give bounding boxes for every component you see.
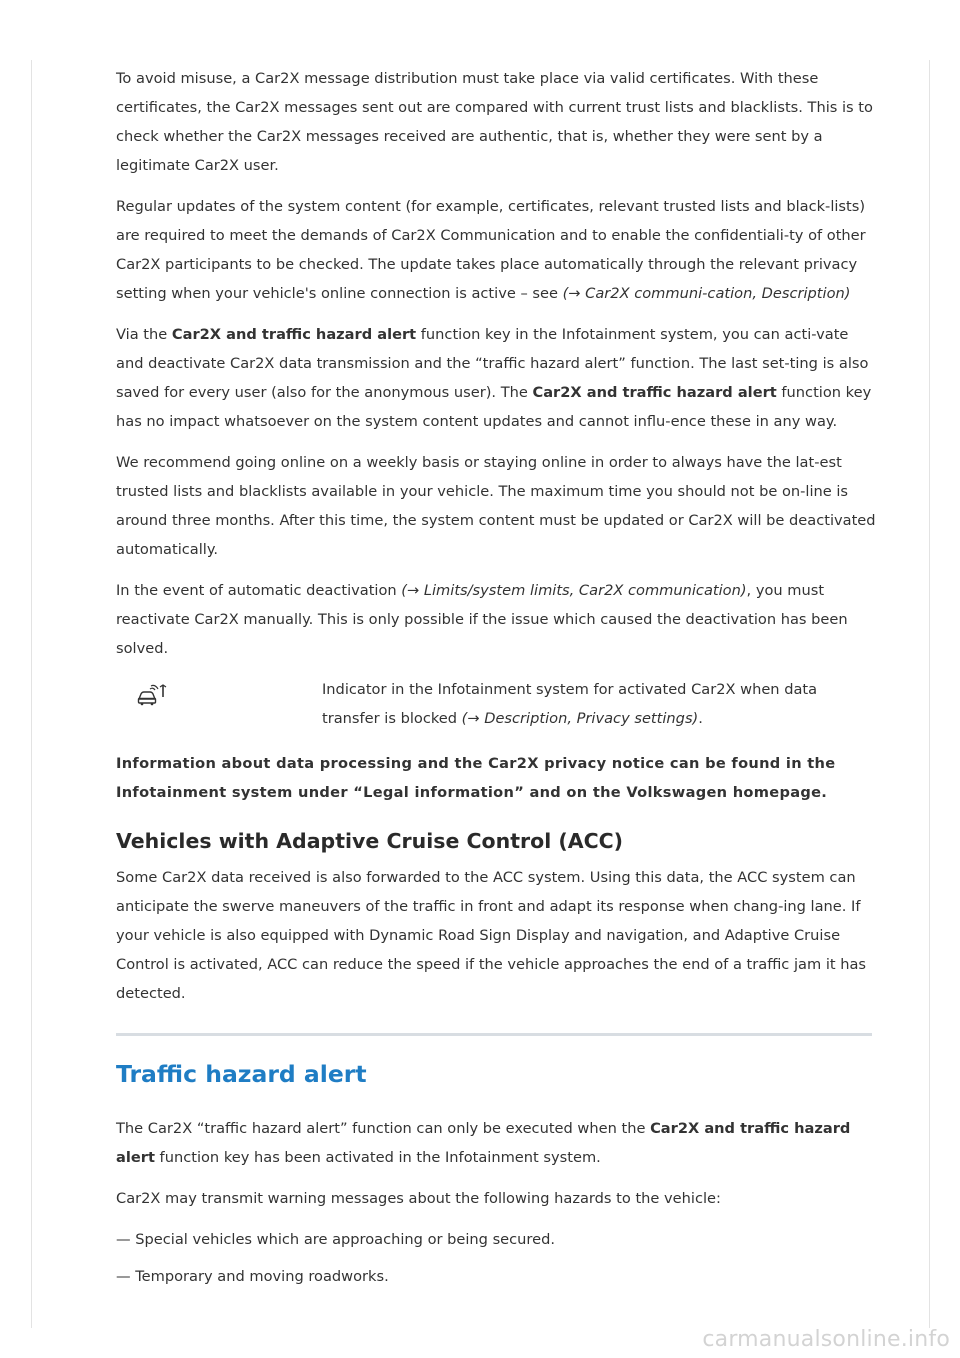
link-limits[interactable]: (→ Limits/system limits, Car2X communication): [401, 582, 747, 599]
link-privacy-settings[interactable]: (→ Description, Privacy settings): [461, 710, 699, 727]
list-item: — Special vehicles which are approaching or being secured.: [116, 1231, 555, 1248]
manual-page-content: [116, 64, 876, 1299]
paragraph-function-key: [116, 320, 876, 436]
car2x-blocked-icon: [136, 683, 176, 707]
hazard-intro-b: function key has been activated in the Infotainment system.: [154, 1149, 601, 1166]
page-border-right: [929, 60, 930, 1328]
updates-text: Regular updates of the system content (for example, certificates, relevant trusted lists and black-lists) are required to meet the demands of Car2X Communication and to enable the confidentiali-ty of other Car2X participants to be checked. The update takes place automatically through the relevant privacy setting when your vehicle's online connection is active – see: [116, 198, 866, 302]
function-key-name-2: Car2X and traffic hazard alert: [532, 384, 777, 401]
hazard-intro-a: The Car2X “traffic hazard alert” function can only be executed when the: [116, 1120, 651, 1137]
function-key-text-b: function key in the Infotainment system, you can acti-vate and deactivate Car2X data transmission and the “traffic hazard alert” function. The last set-ting is also saved for every user (also for the anonymous user). The: [116, 326, 869, 401]
indicator-description: [322, 675, 872, 733]
hazard-lead: Car2X may transmit warning messages about the following hazards to the vehicle:: [116, 1190, 721, 1207]
paragraph-deactivation: [116, 576, 876, 663]
link-car2x-description[interactable]: (→ Car2X communi-cation, Description): [562, 285, 851, 302]
hazard-function-key: Car2X and traffic hazard alert: [116, 1120, 851, 1166]
deactivation-text-a: In the event of automatic deactivation: [116, 582, 402, 599]
acc-paragraph: Some Car2X data received is also forwarded to the ACC system. Using this data, the ACC system can anticipate the swerve maneuvers of the traffic in front and adapt its response when chang-ing lane. If your vehicle is also equipped with Dynamic Road Sign Display and navigation, and Adaptive Cruise Control is activated, ACC can reduce the speed if the vehicle approaches the end of a traffic jam it has detected.: [116, 869, 867, 1002]
hazard-intro: [116, 1114, 876, 1172]
watermark: carmanualsonline.info: [702, 1327, 950, 1352]
paragraph-certificates: To avoid misuse, a Car2X message distribution must take place via valid certificates. With these certificates, the Car2X messages sent out are compared with current trust lists and blacklists. This is to check whether the Car2X messages received are authentic, that is, whether they were sent by a legitimate Car2X user.: [116, 70, 873, 174]
section-divider: [116, 1033, 872, 1036]
paragraph-recommendation: We recommend going online on a weekly basis or staying online in order to always have the lat-est trusted lists and blacklists available in your vehicle. The maximum time you should not be on-line is around three months. After this time, the system content must be updated or Car2X will be deactivated automatically.: [116, 454, 876, 558]
privacy-notice: Information about data processing and the Car2X privacy notice can be found in the Infotainment system under “Legal information” and on the Volkswagen homepage.: [116, 755, 836, 801]
function-key-name: Car2X and traffic hazard alert: [171, 326, 417, 343]
acc-heading: Vehicles with Adaptive Cruise Control (ACC): [116, 829, 624, 853]
indicator-row: [116, 675, 876, 739]
paragraph-updates: [116, 192, 876, 308]
indicator-text-b: .: [698, 710, 703, 727]
deactivation-text-b: , you must reactivate Car2X manually. This is only possible if the issue which caused the deactivation has been solved.: [116, 582, 848, 657]
function-key-text-a: Via the: [116, 326, 172, 343]
list-item: — Temporary and moving roadworks.: [116, 1268, 389, 1285]
indicator-text-a: Indicator in the Infotainment system for activated Car2X when data transfer is blocked: [322, 681, 818, 727]
page-border-left: [31, 60, 32, 1328]
function-key-text-c: function key has no impact whatsoever on the system content updates and cannot influ-ence these in any way.: [116, 384, 872, 430]
hazard-heading: Traffic hazard alert: [116, 1060, 367, 1088]
